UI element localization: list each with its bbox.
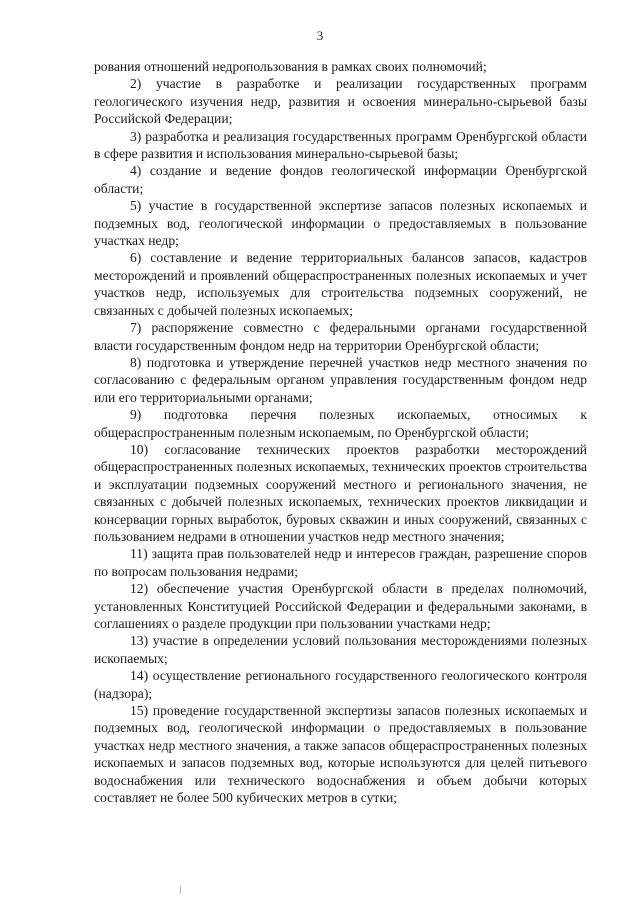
page-number: 3 — [316, 28, 324, 43]
list-item-5: 5) участие в государственной экспертизе запасов полезных ископаемых и подземных вод, геологической информации о предоставляемых в пользование участках недр; — [94, 198, 587, 249]
list-item-14: 14) осуществление регионального государственного геологического контроля (надзора); — [94, 668, 587, 701]
list-item-10: 10) согласование технических проектов разработки месторождений общераспространенных полезных ископаемых, технических проектов строительства и эксплуатации подземных сооружений местного и регионального значения, не связанных с добычей полезных ископаемых, технических проектов ликвидации и консервации горных выработок, буровых скважин и иных сооружений, связанных с пользованием недрами в отношении участков недр местного значения; — [94, 441, 587, 544]
document-body — [94, 58, 587, 806]
list-item-13: 13) участие в определении условий пользования месторождениями полезных ископаемых; — [94, 633, 587, 666]
list-item-2: 2) участие в разработке и реализации государственных программ геологического изучения недр, развития и освоения минерально-сырьевой базы Российской Федерации; — [94, 76, 587, 127]
list-item-15: 15) проведение государственной экспертизы запасов полезных ископаемых и подземных вод, геологической информации о предоставляемых в пользование участках недр местного значения, а также запасов общераспространенных полезных ископаемых и запасов подземных вод, которые используются для целей питьевого водоснабжения или технического водоснабжения и объем добычи которых составляет не более 500 кубических метров в сутки; — [94, 703, 587, 806]
list-item-11: 11) защита прав пользователей недр и интересов граждан, разрешение споров по вопросам пользования недрами; — [94, 546, 587, 579]
list-item-7: 7) распоряжение совместно с федеральными органами государственной власти государственным фондом недр на территории Оренбургской области; — [94, 320, 587, 353]
list-item-4: 4) создание и ведение фондов геологической информации Оренбургской области; — [94, 163, 587, 196]
list-item-3: 3) разработка и реализация государственных программ Оренбургской области в сфере развития и использования минерально-сырьевой базы; — [94, 128, 587, 162]
list-item-8: 8) подготовка и утверждение перечней участков недр местного значения по согласованию с федеральным органом управления государственным фондом недр или его территориальными органами; — [94, 354, 587, 405]
list-item-12: 12) обеспечение участия Оренбургской области в пределах полномочий, установленных Конституцией Российской Федерации и федеральными законами, в соглашениях о разделе продукции при пользовании участками недр; — [94, 581, 587, 631]
list-item-9: 9) подготовка перечня полезных ископаемых, относимых к общераспространенным полезным ископаемым, по Оренбургской области; — [94, 407, 587, 440]
list-item-6: 6) составление и ведение территориальных балансов запасов, кадастров месторождений и проявлений общераспространенных полезных ископаемых и учет участков недр, используемых для строительства подземных сооружений, не связанных с добычей полезных ископаемых; — [94, 250, 587, 318]
scan-margin-mark — [180, 886, 181, 894]
paragraph-continuation: рования отношений недропользования в рамках своих полномочий; — [94, 59, 487, 74]
